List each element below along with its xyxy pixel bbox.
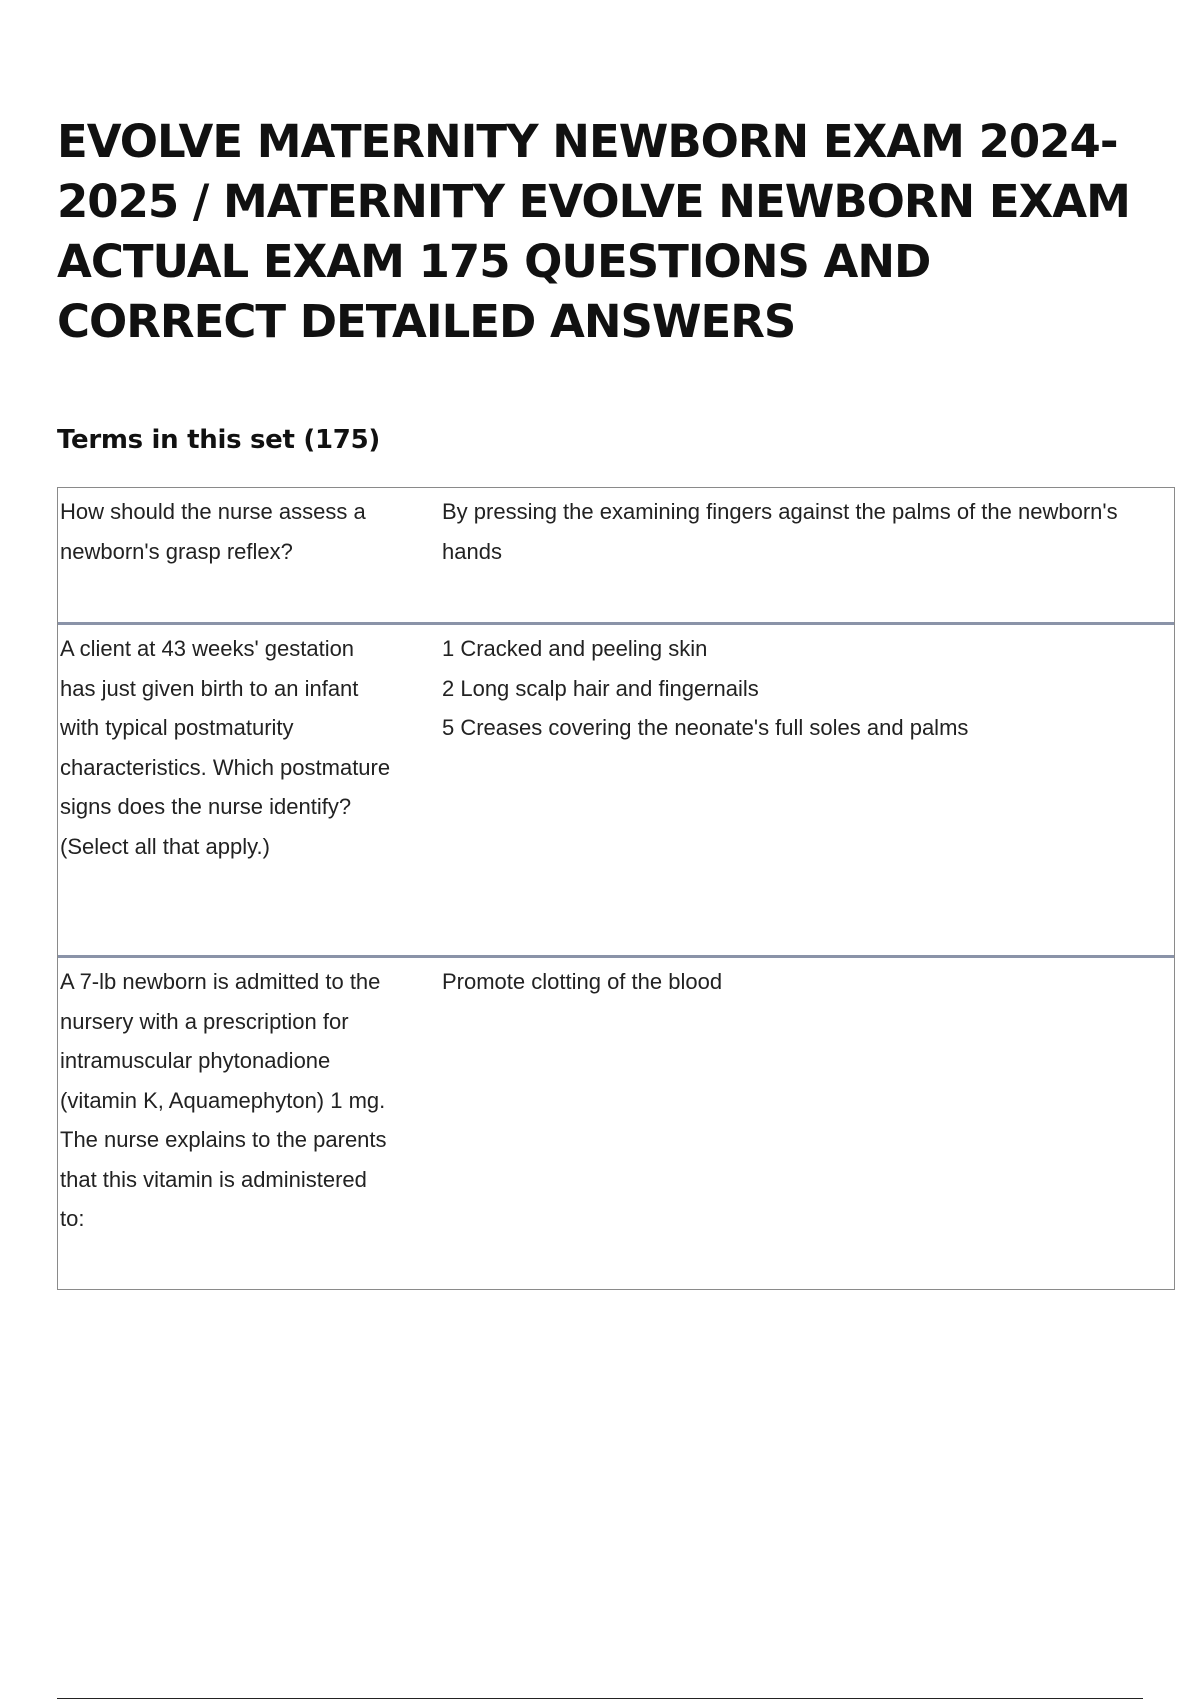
term-answer [393, 488, 1174, 622]
answer-line: Promote clotting of the blood [442, 969, 723, 994]
term-question: How should the nurse assess a newborn's grasp reflex? [60, 499, 366, 564]
term-row [58, 958, 1174, 1289]
answer-line: 5 Creases covering the neonate's full soles and palms [442, 715, 969, 740]
term-question: A client at 43 weeks' gestation has just given birth to an infant with typical postmaturity characteristics. Which postmature signs does the nurse identify? (Select all that apply.) [60, 636, 391, 859]
answer-line: By pressing the examining fingers against the palms of the newborn's hands [442, 499, 1118, 564]
document-title: EVOLVE MATERNITY NEWBORN EXAM 2024-2025 / MATERNITY EVOLVE NEWBORN EXAM ACTUAL EXAM 175 QUESTIONS AND CORRECT DETAILED ANSWERS [57, 115, 1130, 348]
terms-table [57, 487, 1175, 1290]
term-question: A 7-lb newborn is admitted to the nursery with a prescription for intramuscular phytonadione (vitamin K, Aquamephyton) 1 mg. The nurse explains to the parents that this vitamin is administered to: [60, 969, 387, 1231]
answer-line: 1 Cracked and peeling skin [442, 636, 708, 661]
term-row [58, 488, 1174, 625]
term-answer [393, 625, 1174, 955]
terms-set-heading: Terms in this set (175) [57, 425, 380, 455]
term-answer [393, 958, 1174, 1289]
answer-line: 2 Long scalp hair and fingernails [442, 675, 759, 701]
page-bottom-rule [57, 1698, 1143, 1699]
term-row [58, 625, 1174, 958]
